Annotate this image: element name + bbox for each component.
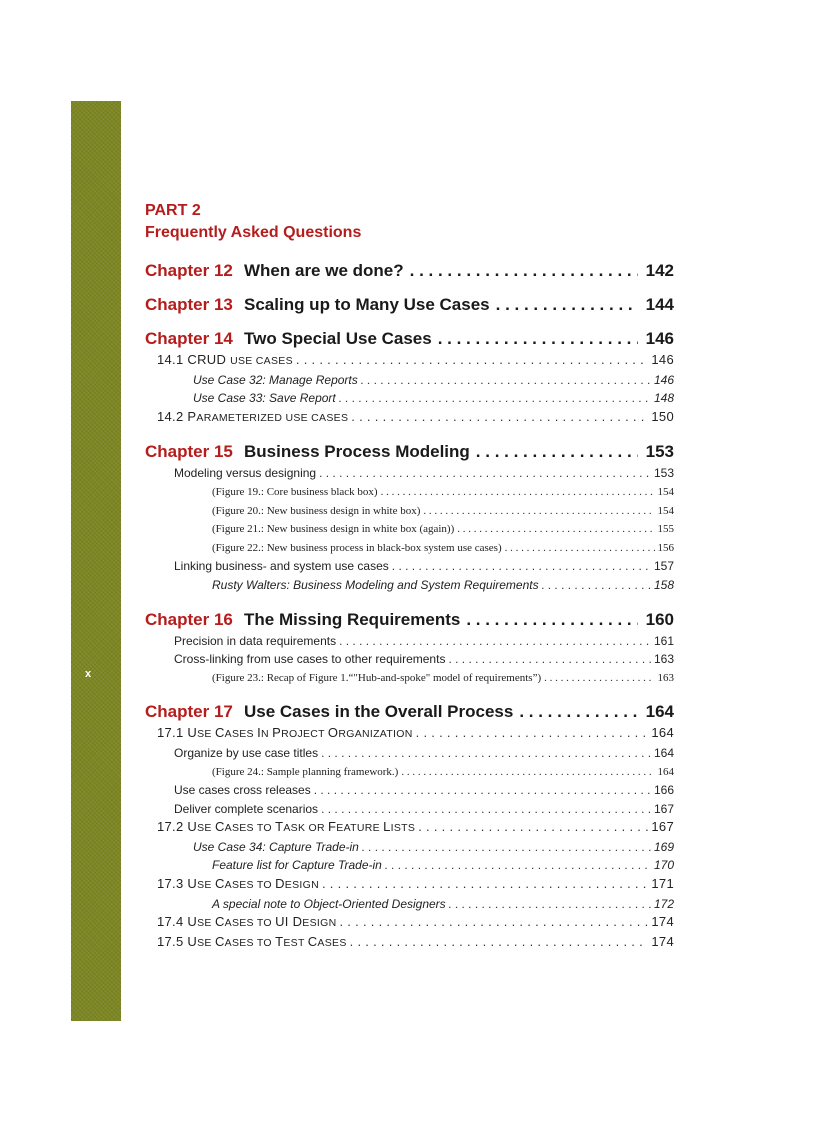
section-page: 174 — [651, 933, 674, 949]
chapter-page: 144 — [645, 295, 674, 314]
section-text-small-caps: ESIGN — [284, 879, 319, 892]
entry-text: Deliver complete scenarios — [174, 801, 319, 816]
chapter-14-entry[interactable] — [145, 328, 674, 350]
section-14-2[interactable] — [145, 408, 674, 428]
dot-leader — [449, 895, 651, 914]
chapter-page: 153 — [645, 442, 674, 462]
entry-modeling-vs-designing[interactable] — [145, 464, 674, 483]
dot-leader — [401, 763, 654, 782]
dot-leader — [339, 913, 648, 932]
entry-page: 158 — [653, 577, 674, 592]
dot-leader — [519, 701, 637, 723]
chapter-title: Scaling up to Many Use Cases — [244, 295, 490, 314]
page-number: x — [84, 668, 92, 680]
figure-19-entry[interactable] — [145, 483, 674, 502]
entry-text: (Figure 21.: New business design in white box (again)) — [212, 523, 455, 536]
section-text-small-caps: ARAMETERIZED USE CASES — [196, 411, 349, 424]
dot-leader — [314, 781, 651, 800]
entry-complete-scenarios[interactable] — [145, 800, 674, 819]
section-text: C — [214, 876, 225, 892]
chapter-number: Chapter 13 — [145, 295, 233, 314]
section-text: 17.3 U — [157, 876, 198, 892]
section-text: 17.2 U — [157, 819, 198, 835]
chapter-15-entry[interactable] — [145, 441, 674, 463]
dot-leader — [339, 389, 651, 408]
entry-page: 154 — [657, 485, 674, 498]
dot-leader — [319, 464, 651, 483]
entry-text: Use cases cross releases — [174, 783, 311, 798]
section-text: UI D — [275, 914, 303, 930]
section-text: C — [214, 819, 225, 835]
entry-page: 169 — [653, 839, 674, 854]
section-text: I — [257, 725, 261, 741]
chapter-title: Two Special Use Cases — [244, 329, 432, 348]
figure-23-entry[interactable] — [145, 669, 674, 688]
section-text: L — [383, 819, 391, 835]
chapter-page: 164 — [645, 702, 674, 722]
section-text-small-caps: EST — [283, 936, 308, 949]
entry-text: Precision in data requirements — [174, 633, 337, 648]
dot-leader — [322, 875, 648, 894]
entry-text: Feature list for Capture Trade-in — [212, 858, 382, 873]
entry-page: 153 — [653, 466, 674, 481]
entry-page: 166 — [653, 783, 674, 798]
section-text: 14.1 CRUD — [157, 352, 231, 367]
section-text: C — [214, 914, 225, 930]
section-text-small-caps: ROJECT — [281, 728, 328, 741]
section-text-small-caps: ASK OR — [283, 822, 329, 835]
section-text: 14.2 P — [157, 408, 197, 424]
section-page: 164 — [651, 725, 674, 741]
section-17-2[interactable] — [145, 818, 674, 838]
section-text: T — [275, 933, 284, 949]
toc-content — [145, 200, 674, 952]
chapter-number: Chapter 14 — [145, 329, 233, 348]
entry-page: 157 — [653, 559, 674, 574]
section-text-small-caps: ASES TO — [224, 936, 276, 949]
use-case-34-entry[interactable] — [145, 838, 674, 857]
dot-leader — [418, 818, 648, 837]
chapter-16-entry[interactable] — [145, 609, 674, 631]
chapter-number: Chapter 12 — [145, 261, 233, 280]
entry-precision-data[interactable] — [145, 632, 674, 651]
entry-page: 170 — [653, 858, 674, 873]
entry-page: 156 — [657, 541, 674, 554]
figure-20-entry[interactable] — [145, 502, 674, 521]
entry-text: Use Case 34: Capture Trade-in — [193, 839, 359, 854]
section-text-small-caps: ASES TO — [224, 879, 276, 892]
dot-leader — [350, 933, 649, 952]
entry-text: Organize by use case titles — [174, 745, 319, 760]
section-text: O — [327, 725, 339, 741]
entry-oo-designers-note[interactable] — [145, 895, 674, 914]
chapter-title: The Missing Requirements — [244, 609, 461, 629]
entry-text: (Figure 23.: Recap of Figure 1.“"Hub-and-spoke" model of requirements”) — [212, 671, 542, 684]
section-text-small-caps: EATURE — [336, 822, 384, 835]
dot-leader — [476, 441, 638, 463]
section-text-small-caps: ASES TO — [224, 822, 276, 835]
section-text-small-caps: SE — [197, 728, 215, 741]
entry-linking-use-cases[interactable] — [145, 557, 674, 576]
entry-text: (Figure 22.: New business process in black-box system use cases) — [212, 541, 502, 554]
dot-leader — [362, 838, 651, 857]
entry-text: Linking business- and system use cases — [174, 559, 389, 574]
section-text: C — [214, 933, 225, 949]
section-text-small-caps: ASES — [317, 936, 347, 949]
entry-organize-by-titles[interactable] — [145, 744, 674, 763]
dot-leader — [416, 724, 649, 743]
section-text-small-caps: SE — [197, 879, 215, 892]
dot-leader — [296, 351, 649, 370]
chapter-17-entry[interactable] — [145, 701, 674, 723]
dot-leader — [505, 539, 655, 558]
chapter-number: Chapter 16 — [145, 609, 233, 629]
entry-page: 154 — [657, 504, 674, 517]
section-text-small-caps: ESIGN — [302, 917, 337, 930]
figure-21-entry[interactable] — [145, 520, 674, 539]
section-text-small-caps: USE CASES — [230, 355, 293, 367]
dot-leader — [410, 260, 638, 282]
section-text-small-caps: ISTS — [390, 822, 416, 835]
dot-leader — [361, 371, 651, 390]
entry-rusty-walters[interactable] — [145, 576, 674, 595]
section-text: 17.5 U — [157, 933, 198, 949]
entry-text: (Figure 24.: Sample planning framework.) — [212, 765, 399, 778]
use-case-33-entry[interactable] — [145, 389, 674, 408]
entry-text: Rusty Walters: Business Modeling and System Requirements — [212, 577, 539, 592]
dot-leader — [544, 669, 654, 688]
section-text: T — [275, 819, 284, 835]
entry-text: Use Case 33: Save Report — [193, 391, 336, 406]
chapter-title: Business Process Modeling — [244, 442, 470, 462]
entry-page: 167 — [653, 801, 674, 816]
figure-24-entry[interactable] — [145, 763, 674, 782]
entry-cross-releases[interactable] — [145, 781, 674, 800]
dot-leader — [542, 576, 651, 595]
section-text-small-caps: N — [261, 728, 273, 741]
section-text-small-caps: ASES TO — [224, 917, 276, 930]
chapter-title: When are we done? — [244, 261, 404, 280]
section-page: 150 — [651, 408, 674, 424]
chapter-sidebar-bar — [71, 101, 121, 1021]
dot-leader — [385, 856, 651, 875]
section-text: D — [275, 876, 285, 892]
section-text: 17.4 U — [157, 914, 198, 930]
entry-page: 161 — [653, 633, 674, 648]
section-text: 17.1 U — [157, 725, 198, 741]
entry-text: (Figure 19.: Core business black box) — [212, 485, 378, 498]
dot-leader — [423, 502, 654, 521]
section-page: 167 — [651, 819, 674, 835]
section-text: C — [214, 725, 225, 741]
entry-text: A special note to Object-Oriented Designers — [212, 896, 446, 911]
part-title: Frequently Asked Questions — [145, 224, 362, 241]
dot-leader — [321, 744, 651, 763]
section-text: F — [328, 819, 337, 835]
entry-page: 163 — [657, 671, 674, 684]
section-text-small-caps: SE — [197, 822, 215, 835]
chapter-13-entry[interactable] — [145, 294, 674, 316]
section-text-small-caps: SE — [197, 917, 215, 930]
section-page: 174 — [651, 914, 674, 930]
section-14-1[interactable] — [145, 351, 674, 371]
chapter-12-entry[interactable] — [145, 260, 674, 282]
chapter-number: Chapter 15 — [145, 442, 233, 462]
section-17-5[interactable] — [145, 933, 674, 953]
entry-cross-linking[interactable] — [145, 650, 674, 669]
section-17-4[interactable] — [145, 913, 674, 933]
section-text-small-caps: RGANIZATION — [338, 728, 413, 741]
part-label: PART 2 — [145, 202, 201, 219]
entry-text: Cross-linking from use cases to other requirements — [174, 652, 446, 667]
dot-leader — [392, 557, 651, 576]
section-text: C — [307, 933, 318, 949]
entry-feature-list[interactable] — [145, 856, 674, 875]
dot-leader — [457, 520, 654, 539]
chapter-page: 142 — [645, 261, 674, 280]
dot-leader — [496, 294, 638, 316]
chapter-page: 160 — [645, 609, 674, 629]
entry-page: 148 — [653, 391, 674, 406]
dot-leader — [339, 632, 651, 651]
chapter-number: Chapter 17 — [145, 702, 233, 722]
dot-leader — [381, 483, 655, 502]
section-text-small-caps: SE — [197, 936, 215, 949]
entry-page: 164 — [657, 765, 674, 778]
entry-page: 172 — [653, 896, 674, 911]
chapter-title: Use Cases in the Overall Process — [244, 702, 514, 722]
chapter-page: 146 — [645, 329, 674, 348]
dot-leader — [466, 609, 637, 631]
section-text: P — [272, 725, 282, 741]
dot-leader — [351, 408, 648, 427]
entry-text: Use Case 32: Manage Reports — [193, 372, 358, 387]
section-17-1[interactable] — [145, 724, 674, 744]
use-case-32-entry[interactable] — [145, 371, 674, 390]
entry-page: 163 — [653, 652, 674, 667]
section-17-3[interactable] — [145, 875, 674, 895]
section-page: 171 — [651, 876, 674, 892]
figure-22-entry[interactable] — [145, 539, 674, 558]
section-page: 146 — [651, 352, 674, 367]
entry-text: Modeling versus designing — [174, 466, 317, 481]
entry-text: (Figure 20.: New business design in white box) — [212, 504, 421, 517]
section-text-small-caps: ASES — [224, 728, 258, 741]
dot-leader — [438, 328, 638, 350]
dot-leader — [448, 650, 651, 669]
dot-leader — [321, 800, 651, 819]
entry-page: 146 — [653, 372, 674, 387]
entry-page: 164 — [653, 745, 674, 760]
entry-page: 155 — [657, 523, 674, 536]
